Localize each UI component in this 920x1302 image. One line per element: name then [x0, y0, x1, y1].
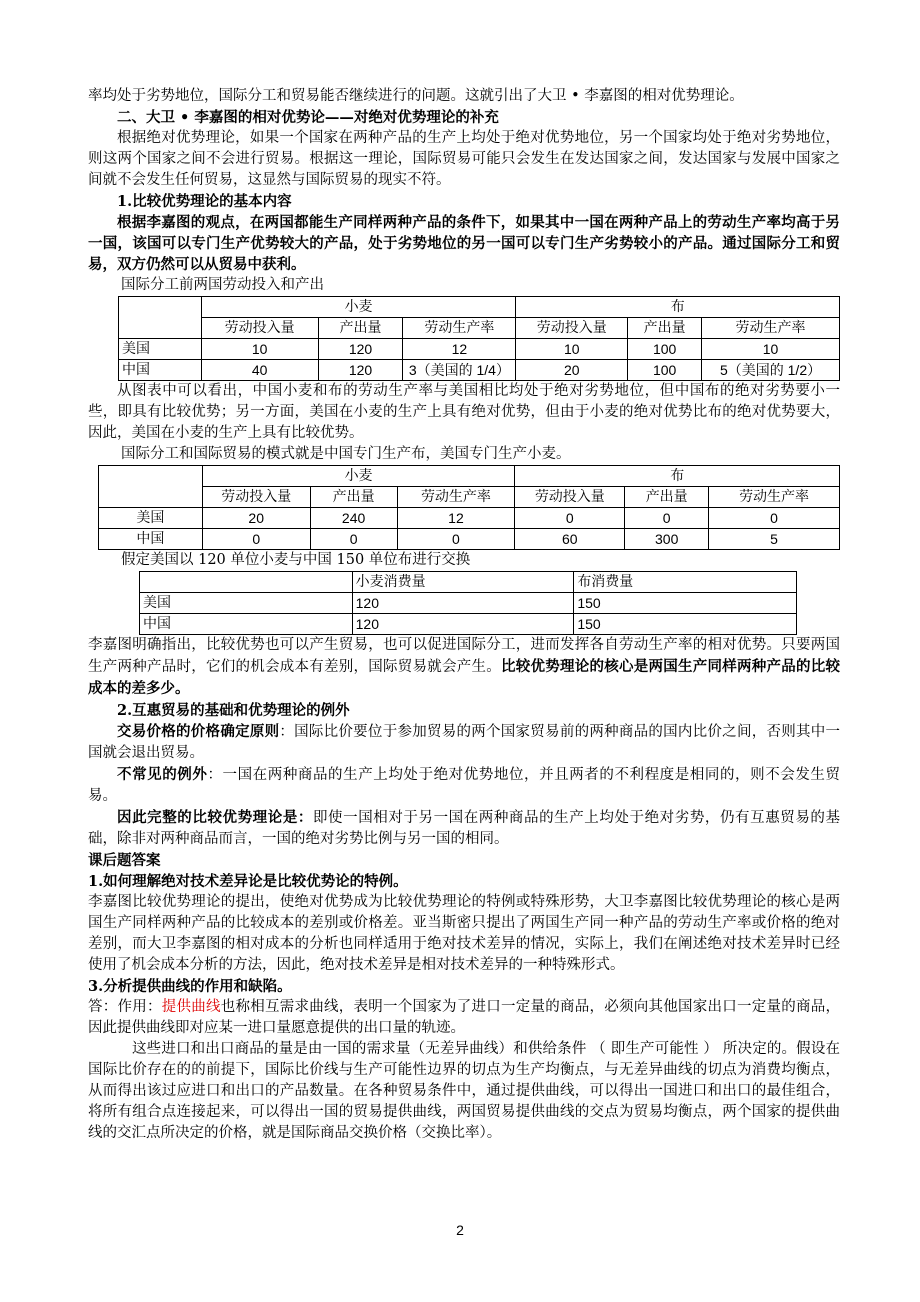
price-principle-label: 交易价格的价格确定原则: [117, 723, 280, 740]
column-header: 小麦消费量: [352, 572, 574, 593]
ricardo-summary-text: 李嘉图明确指出，比较优势也可以产生贸易，也可以促进国际分工，进而发挥各自劳动生产率的相对优势。只要两国生产两种产品时，它们的机会成本有差别，国际贸易就会产生。: [88, 637, 840, 675]
table-cell: 12: [397, 508, 515, 529]
row-label: 中国: [99, 529, 203, 550]
table1-caption: 国际分工前两国劳动投入和产出: [121, 277, 324, 293]
table-corner-cell: [140, 572, 353, 593]
table-corner-cell: [119, 297, 202, 339]
question-1-heading: 1.如何理解绝对技术差异论是比较优势论的特例。: [88, 873, 408, 890]
table-cell: 60: [515, 529, 625, 550]
table-cell: 0: [310, 529, 397, 550]
complete-theory-text: 即使一国相对于另一国在两种商品的生产上均处于绝对劣势，仍有互惠贸易的基础，除非对两种商品而言，一国的绝对劣势比例与另一国的相同。: [88, 810, 840, 847]
answer-text: 也称相互需求曲线，表明一个国家为了进口一定量的商品，必须向其他国家出口一定量的商品，因此提供曲线即对应某一进口量愿意提供的出口量的轨迹。: [88, 999, 840, 1036]
row-label: 中国: [140, 614, 353, 635]
table-cell: 240: [310, 508, 397, 529]
price-principle-text: ：国际比价要位于参加贸易的两个国家贸易前的两种商品的国内比价之间，否则其中一国就会退出贸易。: [88, 724, 841, 761]
subsection-heading-2: 2.互惠贸易的基础和优势理论的例外: [117, 702, 350, 719]
offer-curve-term: 提供曲线: [161, 999, 221, 1015]
table-cell: 10: [201, 339, 318, 360]
answer-prefix: 答：作用：: [88, 999, 162, 1015]
complete-theory-paragraph: [88, 807, 840, 850]
column-header: 产出量: [310, 487, 397, 508]
table-row: [140, 614, 797, 635]
paragraph-after-table1: 从图表中可以看出，中国小麦和布的劳动生产率与美国相比均处于绝对劣势地位，但中国布的绝对劣势要小一些，即具有比较优势；另一方面，美国在小麦的生产上具有绝对优势，但由于小麦的绝对优势比布的绝对优势要大，因此，美国在小麦的生产上具有比较优势。: [88, 383, 840, 441]
table-row: [119, 339, 840, 360]
price-principle-paragraph: [88, 721, 840, 764]
group-header-wheat: 小麦: [201, 297, 516, 318]
answers-heading: 课后题答案: [88, 852, 161, 869]
table-cell: 100: [628, 339, 702, 360]
row-label: 美国: [99, 508, 203, 529]
table-cell: 5: [709, 529, 840, 550]
table-cell: 0: [515, 508, 625, 529]
table-header-row: [119, 297, 840, 318]
table-row: [140, 593, 797, 614]
table-cell: 120: [318, 360, 403, 381]
intro-line: 率均处于劣势地位，国际分工和贸易能否继续进行的问题。这就引出了大卫 • 李嘉图的相对优势理论。: [88, 88, 744, 104]
table-cell: 0: [202, 529, 310, 550]
table-cell: 0: [709, 508, 840, 529]
table-cell: 20: [202, 508, 310, 529]
column-header: 劳动投入量: [201, 318, 318, 339]
table-subheader-row: [99, 487, 840, 508]
labor-input-output-table-before: [118, 296, 840, 381]
table-cell: 150: [574, 614, 797, 635]
column-header: 产出量: [625, 487, 709, 508]
table-cell: 120: [318, 339, 403, 360]
group-header-wheat: 小麦: [202, 466, 515, 487]
table-cell: 100: [628, 360, 702, 381]
table-cell: 0: [397, 529, 515, 550]
table-header-row: [140, 572, 797, 593]
table3-caption: 假定美国以 120 单位小麦与中国 150 单位布进行交换: [121, 552, 471, 568]
question-3-answer: [88, 997, 840, 1039]
ricardo-core-statement: 比较优势理论的核心是两国生产同样两种产品的比较成本的差多少。: [88, 658, 840, 697]
subsection-heading-1: 1.比较优势理论的基本内容: [117, 193, 292, 210]
table-cell: 5（美国的 1/2）: [702, 360, 840, 381]
table-row: [119, 360, 840, 381]
column-header: 劳动生产率: [403, 318, 516, 339]
table-corner-cell: [99, 466, 203, 508]
row-label: 美国: [119, 339, 202, 360]
complete-theory-label: 因此完整的比较优势理论是：: [117, 809, 313, 826]
table-cell: 10: [702, 339, 840, 360]
group-header-cloth: 布: [516, 297, 840, 318]
row-label: 美国: [140, 593, 353, 614]
table-cell: 3（美国的 1/4）: [403, 360, 516, 381]
table-row: [99, 529, 840, 550]
table-cell: 0: [625, 508, 709, 529]
exception-text: ：一国在两种商品的生产上均处于绝对优势地位，并且两者的不利程度是相同的，则不会发生贸易。: [88, 767, 841, 804]
table-cell: 40: [201, 360, 318, 381]
table-cell: 10: [516, 339, 628, 360]
table-header-row: [99, 466, 840, 487]
question-3-answer-continued: 这些进口和出口商品的量是由一国的需求量（无差异曲线）和供给条件 （ 即生产可能性 ） 所决定的。假设在国际比价存在的的前提下，国际比价线与生产可能性边界的切点为生产均衡点，与无差异曲线的切点为消费均衡点，从而得出该过应进口和出口的产品数量。在各种贸易条件中，通过提供曲线，可以得出一国进口和出口的最佳组合，将所有组合点连接起来，可以得出一国的贸易提供曲线，两国贸易提供曲线的交点为贸易均衡点，两个国家的提供曲线的交汇点所决定的价格，就是国际商品交换价格（交换比率）。: [88, 1041, 840, 1141]
column-header: 产出量: [318, 318, 403, 339]
ricardo-view-paragraph: 根据李嘉图的观点，在两国都能生产同样两种产品的条件下，如果其中一国在两种产品上的劳动生产率均高于另一国，该国可以专门生产优势较大的产品，处于劣势地位的另一国可以专门生产劣势较小的产品。通过国际分工和贸易，双方仍然可以从贸易中获利。: [88, 214, 840, 273]
exception-paragraph: [88, 764, 840, 807]
table-row: [99, 508, 840, 529]
consumption-table: [139, 571, 797, 635]
ricardo-summary-paragraph: [88, 635, 840, 700]
column-header: 劳动投入量: [516, 318, 628, 339]
row-label: 中国: [119, 360, 202, 381]
exception-label: 不常见的例外: [117, 766, 208, 783]
column-header: 劳动生产率: [709, 487, 840, 508]
column-header: 产出量: [628, 318, 702, 339]
table-cell: 12: [403, 339, 516, 360]
section-heading: 二、大卫 • 李嘉图的相对优势论——对绝对优势理论的补充: [117, 109, 499, 126]
table-cell: 300: [625, 529, 709, 550]
group-header-cloth: 布: [515, 466, 840, 487]
table-subheader-row: [119, 318, 840, 339]
column-header: 劳动生产率: [397, 487, 515, 508]
document-body: [88, 86, 840, 1144]
table-cell: 120: [352, 593, 574, 614]
question-1-answer: 李嘉图比较优势理论的提出，使绝对优势成为比较优势理论的特例或特殊形势，大卫李嘉图比较优势理论的核心是两国生产同样两种产品的比较成本的差别或价格差。亚当斯密只提出了两国生产同一种产品的劳动生产率或价格的绝对差别，而大卫李嘉图的相对成本的分析也同样适用于绝对技术差异的情况，实际上，我们在阐述绝对技术差异时已经使用了机会成本分析的方法，因此，绝对技术差异是相对技术差异的一种特殊形式。: [88, 894, 840, 973]
table2-caption: 国际分工和国际贸易的模式就是中国专门生产布，美国专门生产小麦。: [121, 446, 571, 462]
question-3-heading: 3.分析提供曲线的作用和缺陷。: [88, 978, 292, 995]
page-number: 2: [456, 1222, 464, 1238]
column-header: 劳动投入量: [202, 487, 310, 508]
column-header: 劳动生产率: [702, 318, 840, 339]
column-header: 劳动投入量: [515, 487, 625, 508]
column-header: 布消费量: [574, 572, 797, 593]
table-cell: 150: [574, 593, 797, 614]
table-cell: 20: [516, 360, 628, 381]
table-cell: 120: [352, 614, 574, 635]
paragraph-absolute-advantage: 根据绝对优势理论，如果一个国家在两种产品的生产上均处于绝对优势地位，另一个国家均处于绝对劣势地位，则这两个国家之间不会进行贸易。根据这一理论，国际贸易可能只会发生在发达国家之间，发达国家与发展中国家之间就不会发生任何贸易，这显然与国际贸易的现实不符。: [88, 130, 840, 188]
labor-input-output-table-after: [98, 465, 840, 550]
